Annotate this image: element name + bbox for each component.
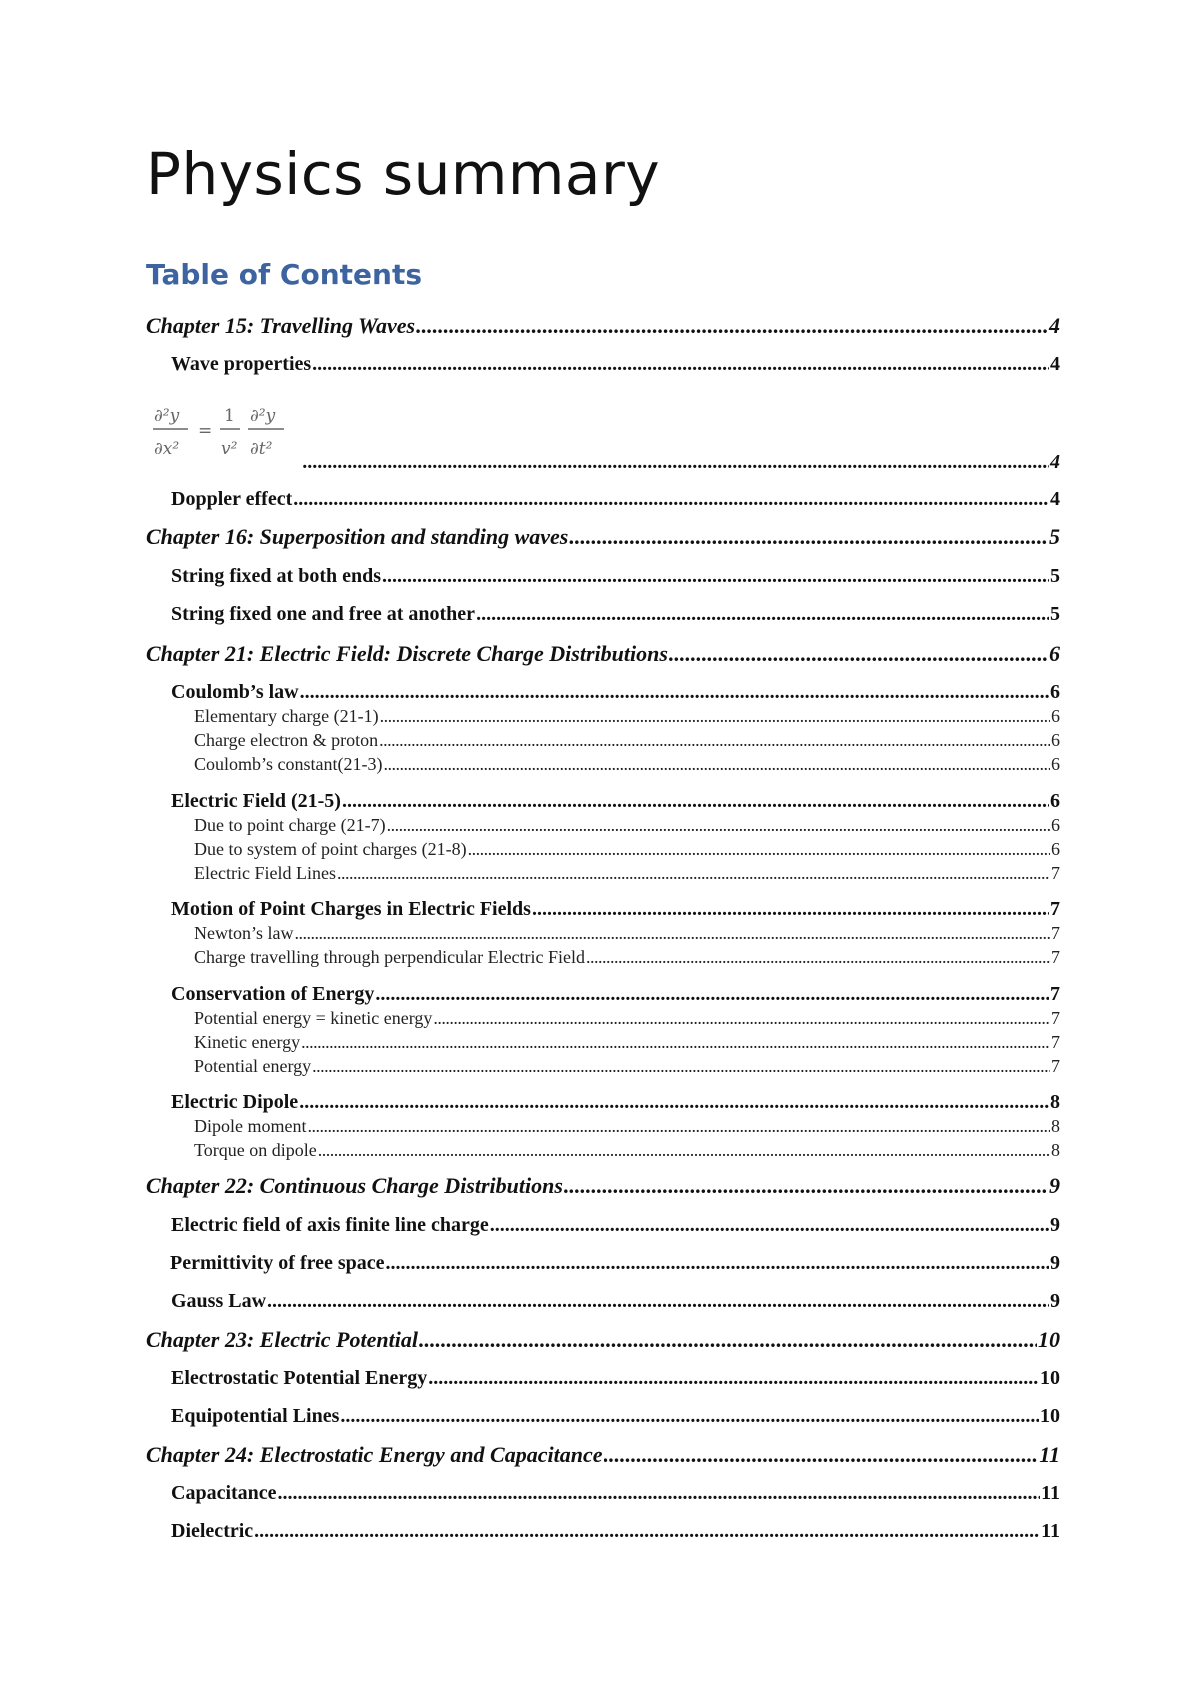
toc-entry-newtons-law[interactable] bbox=[194, 924, 1060, 942]
toc-entry-electric-field-axis[interactable] bbox=[171, 1215, 1060, 1235]
toc-entry-label: Due to system of point charges (21-8) bbox=[194, 839, 467, 859]
toc-entry-kinetic-energy[interactable] bbox=[194, 1033, 1060, 1051]
toc-entry-chapter-23[interactable] bbox=[146, 1329, 1060, 1351]
toc-entry-label: Permittivity of free space bbox=[170, 1252, 385, 1274]
toc-page-number: 10 bbox=[1038, 1327, 1060, 1352]
toc-entry-chapter-22[interactable] bbox=[146, 1175, 1060, 1197]
toc-leader-dots bbox=[294, 924, 1050, 942]
toc-entry-label: Coulomb’s law bbox=[171, 681, 299, 703]
document-title: Physics summary bbox=[146, 140, 661, 208]
toc-leader-dots bbox=[318, 1141, 1050, 1159]
toc-page-number: 6 bbox=[1050, 790, 1060, 812]
formula-lhs-top: ∂²y bbox=[154, 406, 180, 426]
toc-entry-potential-equals-kinetic[interactable] bbox=[194, 1009, 1060, 1027]
formula-rhs-top: ∂²y bbox=[250, 406, 276, 426]
toc-page-number: 10 bbox=[1040, 1405, 1060, 1427]
toc-leader-dots bbox=[278, 1483, 1041, 1503]
toc-leader-dots bbox=[337, 864, 1050, 882]
toc-leader-dots bbox=[300, 682, 1049, 702]
toc-entry-dielectric[interactable] bbox=[171, 1521, 1060, 1541]
toc-leader-dots bbox=[307, 1117, 1050, 1135]
toc-page-number: 6 bbox=[1051, 706, 1060, 726]
toc-page-number: 6 bbox=[1051, 730, 1060, 750]
toc-entry-conservation-energy[interactable] bbox=[171, 984, 1060, 1004]
toc-entry-label: Equipotential Lines bbox=[171, 1405, 340, 1427]
toc-entry-elementary-charge[interactable] bbox=[194, 707, 1060, 725]
toc-entry-label: Charge travelling through perpendicular Electric Field bbox=[194, 947, 586, 967]
toc-page-number: 10 bbox=[1040, 1367, 1060, 1389]
formula-rhs-bottom: ∂t² bbox=[250, 439, 273, 459]
toc-page-number: 11 bbox=[1039, 1442, 1060, 1467]
toc-entry-label: String fixed one and free at another bbox=[171, 603, 476, 625]
toc-entry-label: Chapter 16: Superposition and standing waves bbox=[146, 524, 569, 549]
toc-leader-dots bbox=[303, 452, 1049, 472]
toc-leader-dots bbox=[564, 1175, 1048, 1197]
toc-page-number: 9 bbox=[1049, 1173, 1060, 1198]
toc-page-number: 11 bbox=[1041, 1520, 1060, 1542]
toc-page-number: 7 bbox=[1051, 1032, 1060, 1052]
toc-page-number: 6 bbox=[1049, 641, 1060, 666]
toc-entry-label: Chapter 24: Electrostatic Energy and Capacitance bbox=[146, 1442, 603, 1467]
toc-leader-dots bbox=[312, 354, 1049, 374]
toc-entry-string-fixed-free[interactable] bbox=[171, 604, 1060, 624]
toc-entry-due-to-point-charge[interactable] bbox=[194, 816, 1060, 834]
toc-page-number: 9 bbox=[1050, 1252, 1060, 1274]
toc-page-number: 5 bbox=[1050, 565, 1060, 587]
toc-page-number: 7 bbox=[1051, 947, 1060, 967]
toc-entry-charge-travelling[interactable] bbox=[194, 948, 1060, 966]
toc-page-number: 6 bbox=[1051, 839, 1060, 859]
toc-leader-dots bbox=[383, 755, 1050, 773]
toc-leader-dots bbox=[490, 1215, 1049, 1235]
toc-page-number: 9 bbox=[1050, 1290, 1060, 1312]
toc-entry-chapter-21[interactable] bbox=[146, 643, 1060, 665]
toc-entry-label: Electric field of axis finite line charge bbox=[171, 1214, 489, 1236]
toc-entry-label: Potential energy bbox=[194, 1056, 312, 1076]
toc-entry-electric-dipole[interactable] bbox=[171, 1092, 1060, 1112]
toc-entry-due-to-system[interactable] bbox=[194, 840, 1060, 858]
toc-page-number: 4 bbox=[1050, 353, 1060, 375]
toc-page-number: 5 bbox=[1050, 603, 1060, 625]
toc-page-number: 4 bbox=[1050, 451, 1060, 473]
toc-leader-dots bbox=[604, 1444, 1039, 1466]
toc-entry-label: Dielectric bbox=[171, 1520, 254, 1542]
toc-leader-dots bbox=[416, 315, 1048, 337]
toc-leader-dots bbox=[342, 791, 1049, 811]
toc-page-number: 6 bbox=[1051, 815, 1060, 835]
toc-entry-label: Wave properties bbox=[171, 353, 312, 375]
toc-entry-label: Charge electron & proton bbox=[194, 730, 379, 750]
toc-entry-label: Newton’s law bbox=[194, 923, 294, 943]
toc-entry-capacitance[interactable] bbox=[171, 1483, 1060, 1503]
toc-leader-dots bbox=[532, 899, 1049, 919]
toc-entry-label: Chapter 21: Electric Field: Discrete Charge Distributions bbox=[146, 641, 668, 666]
toc-entry-label: Motion of Point Charges in Electric Fields bbox=[171, 898, 531, 920]
formula-v2: v² bbox=[221, 439, 238, 459]
toc-leader-dots bbox=[312, 1057, 1050, 1075]
toc-entry-label: Due to point charge (21-7) bbox=[194, 815, 386, 835]
toc-page-number: 8 bbox=[1051, 1140, 1060, 1160]
toc-leader-dots bbox=[254, 1521, 1040, 1541]
toc-leader-dots bbox=[586, 948, 1050, 966]
toc-entry-label: Electric Field (21-5) bbox=[171, 790, 341, 812]
toc-leader-dots bbox=[428, 1368, 1039, 1388]
toc-leader-dots bbox=[375, 984, 1049, 1004]
toc-entry-equipotential-lines[interactable] bbox=[171, 1406, 1060, 1426]
toc-leader-dots bbox=[299, 1092, 1049, 1112]
toc-page-number: 11 bbox=[1041, 1482, 1060, 1504]
toc-entry-string-fixed-both[interactable] bbox=[171, 566, 1060, 586]
toc-entry-label: Potential energy = kinetic energy bbox=[194, 1008, 433, 1028]
toc-leader-dots bbox=[267, 1291, 1049, 1311]
toc-leader-dots bbox=[386, 1253, 1049, 1273]
toc-entry-electric-field[interactable] bbox=[171, 791, 1060, 811]
toc-page-number: 9 bbox=[1050, 1214, 1060, 1236]
toc-entry-dipole-moment[interactable] bbox=[194, 1117, 1060, 1135]
toc-page-number: 6 bbox=[1051, 754, 1060, 774]
toc-entry-label: Chapter 23: Electric Potential bbox=[146, 1327, 418, 1352]
toc-heading: Table of Contents bbox=[146, 258, 423, 291]
toc-entry-label: Chapter 15: Travelling Waves bbox=[146, 313, 416, 338]
toc-entry-label: Electric Dipole bbox=[171, 1091, 299, 1113]
toc-entry-potential-energy[interactable] bbox=[194, 1057, 1060, 1075]
toc-page-number: 7 bbox=[1051, 1008, 1060, 1028]
toc-entry-charge-electron-proton[interactable] bbox=[194, 731, 1060, 749]
toc-entry-chapter-16[interactable] bbox=[146, 526, 1060, 548]
toc-page-number: 7 bbox=[1051, 923, 1060, 943]
toc-page-number: 4 bbox=[1050, 488, 1060, 510]
toc-page-number: 8 bbox=[1050, 1091, 1060, 1113]
toc-entry-label: Electrostatic Potential Energy bbox=[171, 1367, 428, 1389]
toc-entry-coulombs-constant[interactable] bbox=[194, 755, 1060, 773]
toc-leader-dots bbox=[382, 566, 1049, 586]
toc-entry-label: Chapter 22: Continuous Charge Distributions bbox=[146, 1173, 563, 1198]
toc-entry-label: Kinetic energy bbox=[194, 1032, 301, 1052]
toc-entry-coulombs-law[interactable] bbox=[171, 682, 1060, 702]
toc-page-number: 8 bbox=[1051, 1116, 1060, 1136]
toc-leader-dots bbox=[433, 1009, 1050, 1027]
toc-entry-doppler-effect[interactable] bbox=[171, 489, 1060, 509]
toc-entry-label: Electric Field Lines bbox=[194, 863, 336, 883]
toc-entry-electric-field-lines[interactable] bbox=[194, 864, 1060, 882]
formula-lhs-bottom: ∂x² bbox=[154, 439, 180, 459]
toc-entry-label: String fixed at both ends bbox=[171, 565, 382, 587]
toc-entry-label: Capacitance bbox=[171, 1482, 277, 1504]
toc-entry-chapter-15[interactable] bbox=[146, 315, 1060, 337]
toc-page-number: 7 bbox=[1050, 983, 1060, 1005]
toc-leader-dots bbox=[419, 1329, 1037, 1351]
toc-page-number: 4 bbox=[1049, 313, 1060, 338]
formula-equals: = bbox=[198, 421, 213, 441]
toc-entry-motion-point-charges[interactable] bbox=[171, 899, 1060, 919]
toc-page-number: 7 bbox=[1050, 898, 1060, 920]
toc-entry-label: Elementary charge (21-1) bbox=[194, 706, 379, 726]
toc-entry-label: Dipole moment bbox=[194, 1116, 307, 1136]
toc-entry-label: Conservation of Energy bbox=[171, 983, 375, 1005]
toc-entry-electrostatic-potential-energy[interactable] bbox=[171, 1368, 1060, 1388]
toc-entry-label: Gauss Law bbox=[171, 1290, 267, 1312]
toc-leader-dots bbox=[379, 731, 1050, 749]
toc-entry-torque-on-dipole[interactable] bbox=[194, 1141, 1060, 1159]
toc-page-number: 5 bbox=[1049, 524, 1060, 549]
toc-entry-gauss-law[interactable] bbox=[171, 1291, 1060, 1311]
formula-one: 1 bbox=[224, 406, 235, 426]
toc-entry-label: Doppler effect bbox=[171, 488, 293, 510]
toc-leader-dots bbox=[387, 816, 1050, 834]
toc-page-number: 6 bbox=[1050, 681, 1060, 703]
toc-leader-dots bbox=[669, 643, 1048, 665]
toc-leader-dots bbox=[476, 604, 1049, 624]
toc-entry-chapter-24[interactable] bbox=[146, 1444, 1060, 1466]
toc-entry-label: Torque on dipole bbox=[194, 1140, 317, 1160]
toc-leader-dots bbox=[340, 1406, 1039, 1426]
toc-leader-dots bbox=[569, 526, 1048, 548]
toc-leader-dots bbox=[380, 707, 1050, 725]
toc-entry-permittivity[interactable] bbox=[170, 1253, 1060, 1273]
toc-page-number: 7 bbox=[1051, 1056, 1060, 1076]
toc-entry-label: Coulomb’s constant(21-3) bbox=[194, 754, 383, 774]
toc-leader-dots bbox=[468, 840, 1050, 858]
toc-leader-dots bbox=[293, 489, 1049, 509]
toc-entry-formula[interactable] bbox=[302, 452, 1060, 472]
wave-equation-formula bbox=[152, 398, 294, 462]
toc-page-number: 7 bbox=[1051, 863, 1060, 883]
toc-entry-wave-properties[interactable] bbox=[171, 354, 1060, 374]
toc-leader-dots bbox=[301, 1033, 1050, 1051]
